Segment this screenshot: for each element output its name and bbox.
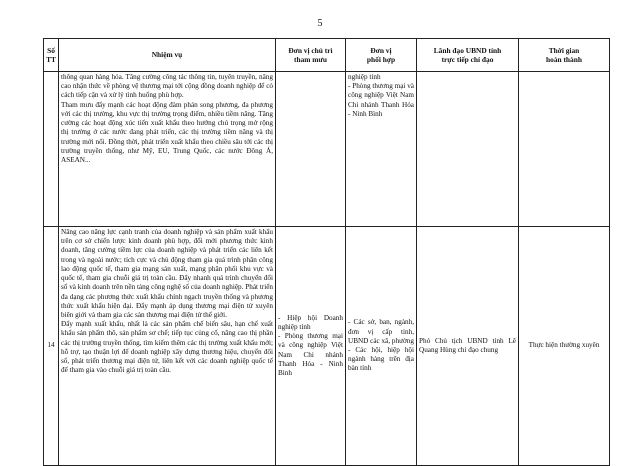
table-header-row bbox=[44, 39, 610, 72]
header-lead-unit: Đơn vị chủ trì tham mưu bbox=[276, 39, 346, 72]
cell-director bbox=[417, 72, 519, 227]
header-task: Nhiệm vụ bbox=[59, 39, 276, 72]
cell-stt bbox=[44, 72, 59, 227]
page-number: 5 bbox=[317, 18, 323, 29]
cell-task bbox=[59, 72, 276, 227]
cell-coop-unit: - Các sở, ban, ngành, đơn vị cấp tỉnh, UBND các xã, phường - Các hội, hiệp hội ngành hàng trên địa bàn tỉnh bbox=[346, 227, 417, 466]
table-row bbox=[44, 72, 610, 227]
task-paragraph: thông quan hàng hóa. Tăng cường công tác thông tin, tuyên truyền, nâng cao nhận thức về phòng vệ thương mại tới cộng đồng doanh nghiệp để có cách tiếp cận và xử lý tình huống phù hợp. bbox=[61, 73, 273, 100]
task-paragraph: Đẩy mạnh xuất khẩu, nhất là các sản phẩm chế biến sâu, hạn chế xuất khẩu sản phẩm thô, sản phẩm sơ chế; tiếp tục củng cố, nâng cao thị phần các thị trường truyền thống, tìm kiếm thêm các thị trường xuất khẩu mới; hỗ trợ, tạo thuận lợi để doanh nghiệp xây dựng thương hiệu, chuyển đổi số, phát triển thương mại điện tử, liên kết với các doanh nghiệp quốc tế để tham gia vào chuỗi giá trị toàn cầu. bbox=[61, 320, 273, 375]
cell-deadline bbox=[519, 72, 610, 227]
cell-lead-unit bbox=[276, 72, 346, 227]
header-director: Lãnh đạo UBND tỉnh trực tiếp chỉ đạo bbox=[417, 39, 519, 72]
task-paragraph: Tham mưu đẩy mạnh các hoạt động đàm phán song phương, đa phương với các thị trường, khu vực thị trường trọng điểm, nhiều tiềm năng. Tăng cường các hoạt động xúc tiến xuất khẩu theo hướng chú trọng mở rộng thị trường ở các nước đang phát triển, các thị trường tiềm năng và thị trường mới nổi. Đồng thời, phát triển xuất khẩu theo chiều sâu tới các thị trường truyền thống, như Mỹ, EU, Trung Quốc, các nước Đông Á, ASEAN... bbox=[61, 100, 273, 164]
cell-stt: 14 bbox=[44, 227, 59, 466]
cell-deadline: Thực hiện thường xuyên bbox=[519, 227, 610, 466]
header-deadline: Thời gian hoàn thành bbox=[519, 39, 610, 72]
cell-lead-unit: - Hiệp hội Doanh nghiệp tỉnh - Phòng thương mại và công nghiệp Việt Nam Chi nhánh Thanh Hóa - Ninh Bình bbox=[276, 227, 346, 466]
cell-director: Phó Chủ tịch UBND tỉnh Lê Quang Hùng chỉ đạo chung bbox=[417, 227, 519, 466]
header-coop-unit: Đơn vị phối hợp bbox=[346, 39, 417, 72]
table-row bbox=[44, 227, 610, 466]
task-paragraph: Nâng cao năng lực cạnh tranh của doanh nghiệp và sản phẩm xuất khẩu trên cơ sở chiến lược kinh doanh phù hợp, đổi mới phương thức kinh doanh, tăng cường tiềm lực của doanh nghiệp và phát triển các liên kết trong và ngoài nước; tích cực và chủ động tham gia quá trình phân công lao động quốc tế, tham gia mạng sản xuất, mạng phân phối khu vực và quốc tế, tham gia chuỗi giá trị toàn cầu. Đẩy nhanh quá trình chuyển đổi số và kinh doanh trên nền tảng công nghệ số của doanh nghiệp. Phát triển đa dạng các phương thức xuất khẩu chính ngạch truyền thống và phương thức xuất khẩu hiện đại. Đẩy mạnh áp dụng thương mại điện tử xuyên biên giới và tham gia các sàn thương mại điện tử thế giới. bbox=[61, 228, 273, 319]
task-table bbox=[43, 38, 610, 466]
cell-coop-unit: nghiệp tỉnh - Phòng thương mại và công nghiệp Việt Nam Chi nhánh Thanh Hóa - Ninh Bình bbox=[346, 72, 417, 227]
header-stt: Số TT bbox=[44, 39, 59, 72]
cell-task bbox=[59, 227, 276, 466]
